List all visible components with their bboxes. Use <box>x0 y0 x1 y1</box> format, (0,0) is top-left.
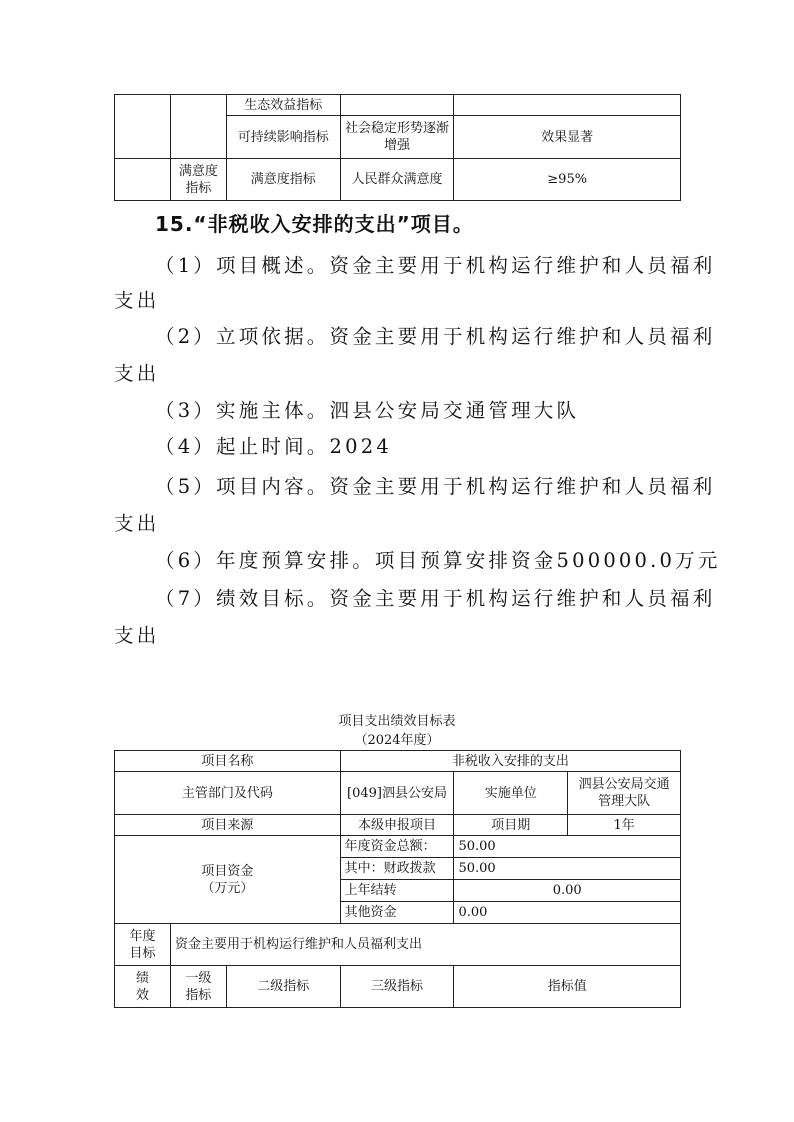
paragraph-line: （6）年度预算安排。项目预算安排资金500000.0万元 <box>155 549 721 572</box>
funds-label: 项目资金 <box>201 863 254 879</box>
annual-total-value: 50.00 <box>454 836 681 858</box>
fiscal-value: 50.00 <box>454 858 681 880</box>
paragraph-line: 支出 <box>114 289 160 312</box>
carryover-label: 上年结转 <box>340 880 454 902</box>
indicator-value-label: 指标值 <box>454 966 681 1008</box>
level3-label: 三级指标 <box>340 966 454 1008</box>
paragraph-line: 支出 <box>114 362 160 385</box>
satisfaction-l1: 满意度指标 <box>170 159 226 201</box>
period-label: 项目期 <box>454 815 568 836</box>
project-name-value: 非税收入安排的支出 <box>340 751 680 772</box>
empty-cell <box>115 95 171 159</box>
dept-value: [049]泗县公安局 <box>340 772 454 815</box>
level1-label: 一级指标 <box>170 966 226 1008</box>
top-performance-table <box>114 94 681 201</box>
other-funds-label: 其他资金 <box>340 902 454 924</box>
section-heading: 15.“非税收入安排的支出”项目。 <box>155 212 474 236</box>
paragraph-line: （2）立项依据。资金主要用于机构运行维护和人员福利 <box>155 325 716 348</box>
dept-label: 主管部门及代码 <box>115 772 341 815</box>
period-value: 1年 <box>568 815 681 836</box>
paragraph-line: （7）绩效目标。资金主要用于机构运行维护和人员福利 <box>155 587 716 610</box>
table-subtitle: （2024年度） <box>354 733 440 748</box>
annual-goal-label: 年度目标 <box>115 924 171 966</box>
satisfaction-l3: 人民群众满意度 <box>340 159 454 201</box>
satisfaction-value: ≥95% <box>454 159 681 201</box>
fiscal-label: 其中：财政拨款 <box>340 858 454 880</box>
paragraph-line: （3）实施主体。泗县公安局交通管理大队 <box>155 399 580 422</box>
annual-total-label: 年度资金总额： <box>340 836 454 858</box>
sustainable-indicator: 可持续影响指标 <box>226 116 340 159</box>
impl-label: 实施单位 <box>454 772 568 815</box>
paragraph-line: 支出 <box>114 624 160 647</box>
source-label: 项目来源 <box>115 815 341 836</box>
project-name-label: 项目名称 <box>115 751 341 772</box>
paragraph-line: （5）项目内容。资金主要用于机构运行维护和人员福利 <box>155 475 716 498</box>
paragraph-line: （1）项目概述。资金主要用于机构运行维护和人员福利 <box>155 254 716 277</box>
funds-label-cell <box>115 836 341 924</box>
paragraph-line: （4）起止时间。2024 <box>155 435 392 458</box>
empty-cell <box>115 159 171 201</box>
carryover-value: 0.00 <box>454 880 681 902</box>
satisfaction-l2: 满意度指标 <box>226 159 340 201</box>
social-stability-indicator: 社会稳定形势逐渐增强 <box>340 116 454 159</box>
empty-cell <box>340 95 454 116</box>
other-funds-value: 0.00 <box>454 902 681 924</box>
level2-label: 二级指标 <box>226 966 340 1008</box>
performance-goal-table <box>114 750 681 1008</box>
ecological-indicator: 生态效益指标 <box>226 95 340 116</box>
effect-value: 效果显著 <box>454 116 681 159</box>
empty-cell <box>170 95 226 159</box>
funds-unit: （万元） <box>201 880 254 896</box>
empty-cell <box>454 95 681 116</box>
annual-goal-value: 资金主要用于机构运行维护和人员福利支出 <box>170 924 680 966</box>
perf-label: 绩效 <box>115 966 171 1008</box>
source-value: 本级申报项目 <box>340 815 454 836</box>
table-title: 项目支出绩效目标表 <box>338 714 456 729</box>
paragraph-line: 支出 <box>114 512 160 535</box>
impl-value: 泗县公安局交通管理大队 <box>568 772 681 815</box>
